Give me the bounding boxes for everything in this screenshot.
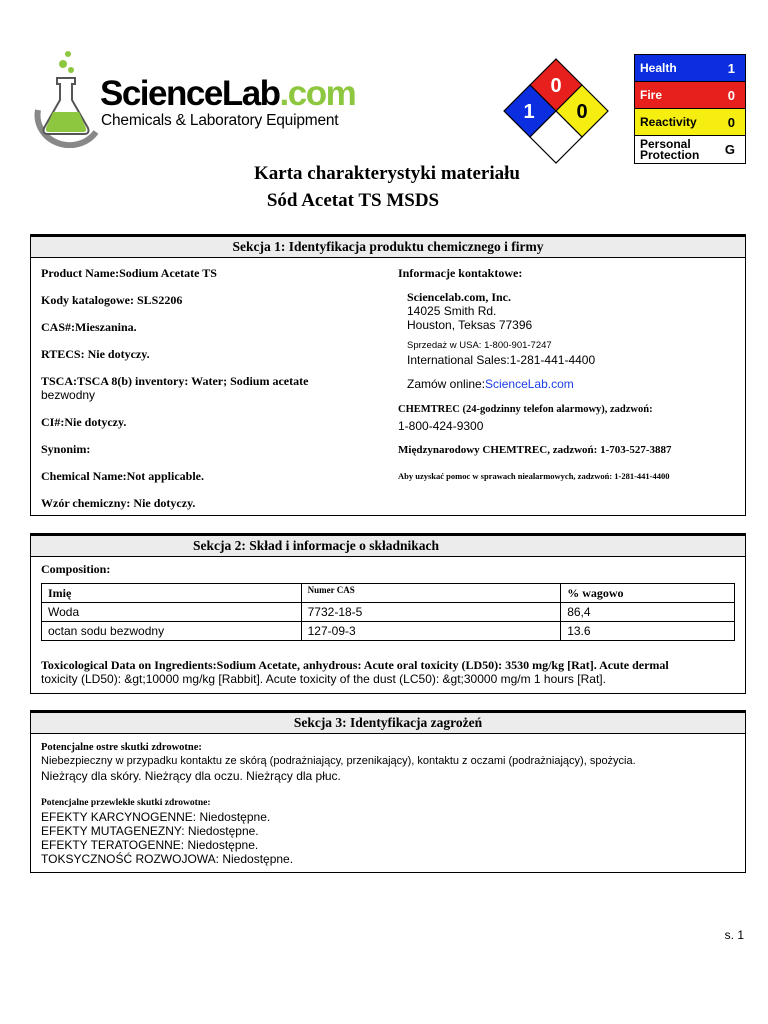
section-3 xyxy=(30,710,746,873)
table-row xyxy=(42,622,735,641)
toxicological-data-continued: toxicity (LD50): &gt;10000 mg/kg [Rabbit]. Acute toxicity of the dust (LC50): &gt;30000 mg/m 1 hours [Rat]. xyxy=(41,672,606,686)
column-header-weight: % wagowo xyxy=(561,584,735,603)
composition-label: Composition: xyxy=(41,562,111,576)
product-name: Product Name:Sodium Acetate TS xyxy=(41,266,217,280)
section-2-heading: Sekcja 2: Skład i informacje o składnikach xyxy=(31,536,745,557)
chemtrec-heading: CHEMTREC (24-godzinny telefon alarmowy), zadzwoń: xyxy=(398,404,653,415)
section-3-heading: Sekcja 3: Identyfikacja zagrożeń xyxy=(31,713,745,734)
flask-icon xyxy=(30,48,110,148)
page-number: s. 1 xyxy=(724,928,744,942)
chemical-name: Chemical Name:Not applicable. xyxy=(41,469,204,483)
logo-tagline: Chemicals & Laboratory Equipment xyxy=(101,112,339,129)
ci-number: CI#:Nie dotyczy. xyxy=(41,415,127,429)
page-title: Karta charakterystyki materiału xyxy=(254,163,520,184)
table-row xyxy=(42,603,735,622)
contact-heading: Informacje kontaktowe: xyxy=(398,266,523,280)
chronic-effect-item: EFEKTY KARCYNOGENNE: Niedostępne. xyxy=(41,810,271,824)
page-subtitle: Sód Acetat TS MSDS xyxy=(266,190,440,211)
usa-sales: Sprzedaż w USA: 1-800-901-7247 xyxy=(407,340,552,351)
toxicological-data: Toxicological Data on Ingredients:Sodium Acetate, anhydrous: Acute oral toxicity (LD50): 3530 mg/kg [Rat]. Acute dermal xyxy=(41,658,669,672)
sciencelab-link[interactable]: ScienceLab.com xyxy=(485,377,574,391)
chronic-effects-list xyxy=(41,810,293,866)
table-cell: Woda xyxy=(42,603,302,622)
chemtrec-phone: 1-800-424-9300 xyxy=(398,419,484,433)
column-header-name: Imię xyxy=(42,584,302,603)
cas-number: CAS#:Mieszanina. xyxy=(41,320,137,334)
non-emergency-assistance: Aby uzyskać pomoc w sprawach niealarmowych, zadzwoń: 1-281-441-4400 xyxy=(398,471,670,481)
tsca-continued: bezwodny xyxy=(41,388,96,402)
acute-effects-line-1: Niebezpieczny w przypadku kontaktu ze skórą (podrażniający, przenikający), kontaktu z oczami (podrażniający), spożycia. xyxy=(41,755,636,767)
chronic-effects-heading: Potencjalne przewlekłe skutki zdrowotne: xyxy=(41,798,211,808)
composition-table xyxy=(41,583,735,641)
catalog-codes: Kody katalogowe: SLS2206 xyxy=(41,293,183,307)
synonym: Synonim: xyxy=(41,442,91,456)
table-cell: 127-09-3 xyxy=(301,622,561,641)
logo-wordmark: ScienceLab.com xyxy=(100,74,356,113)
chronic-effect-item: EFEKTY TERATOGENNE: Niedostępne. xyxy=(41,838,259,852)
chronic-effect-item: EFEKTY MUTAGENEZNY: Niedostępne. xyxy=(41,824,259,838)
company-street: 14025 Smith Rd. xyxy=(407,304,497,318)
table-cell: 86,4 xyxy=(561,603,735,622)
table-header-row xyxy=(42,584,735,603)
section-1-heading: Sekcja 1: Identyfikacja produktu chemicznego i firmy xyxy=(31,237,745,258)
chemical-formula: Wzór chemiczny: Nie dotyczy. xyxy=(41,496,196,510)
chronic-effect-item: TOKSYCZNOŚĆ ROZWOJOWA: Niedostępne. xyxy=(41,852,294,866)
rtecs: RTECS: Nie dotyczy. xyxy=(41,347,150,361)
acute-effects-line-2: Nieżrący dla skóry. Nieżrący dla oczu. Nieżrący dla płuc. xyxy=(41,769,341,783)
section-1 xyxy=(30,234,746,516)
hmis-reactivity: Reactivity 0 xyxy=(635,109,745,136)
section-2 xyxy=(30,533,746,694)
order-online: Zamów online:ScienceLab.com xyxy=(407,377,574,391)
column-header-cas: Numer CAS xyxy=(301,584,561,603)
tsca: TSCA:TSCA 8(b) inventory: Water; Sodium acetate xyxy=(41,374,309,388)
hmis-fire: Fire 0 xyxy=(635,82,745,109)
international-sales: International Sales:1-281-441-4400 xyxy=(407,353,596,367)
table-cell: 7732-18-5 xyxy=(301,603,561,622)
hmis-health: Health 1 xyxy=(635,55,745,82)
acute-effects-heading: Potencjalne ostre skutki zdrowotne: xyxy=(41,742,202,753)
international-chemtrec: Międzynarodowy CHEMTREC, zadzwoń: 1-703-527-3887 xyxy=(398,444,672,456)
nfpa-fire: 0 xyxy=(550,75,562,97)
table-cell: octan sodu bezwodny xyxy=(42,622,302,641)
nfpa-diamond xyxy=(500,58,612,164)
nfpa-health: 1 xyxy=(523,101,535,123)
hmis-table xyxy=(634,54,746,164)
company-name: Sciencelab.com, Inc. xyxy=(407,290,511,304)
nfpa-reactivity: 0 xyxy=(576,101,588,123)
table-cell: 13.6 xyxy=(561,622,735,641)
hmis-personal-protection: Personal Protection G xyxy=(635,136,745,163)
company-city: Houston, Teksas 77396 xyxy=(407,318,533,332)
